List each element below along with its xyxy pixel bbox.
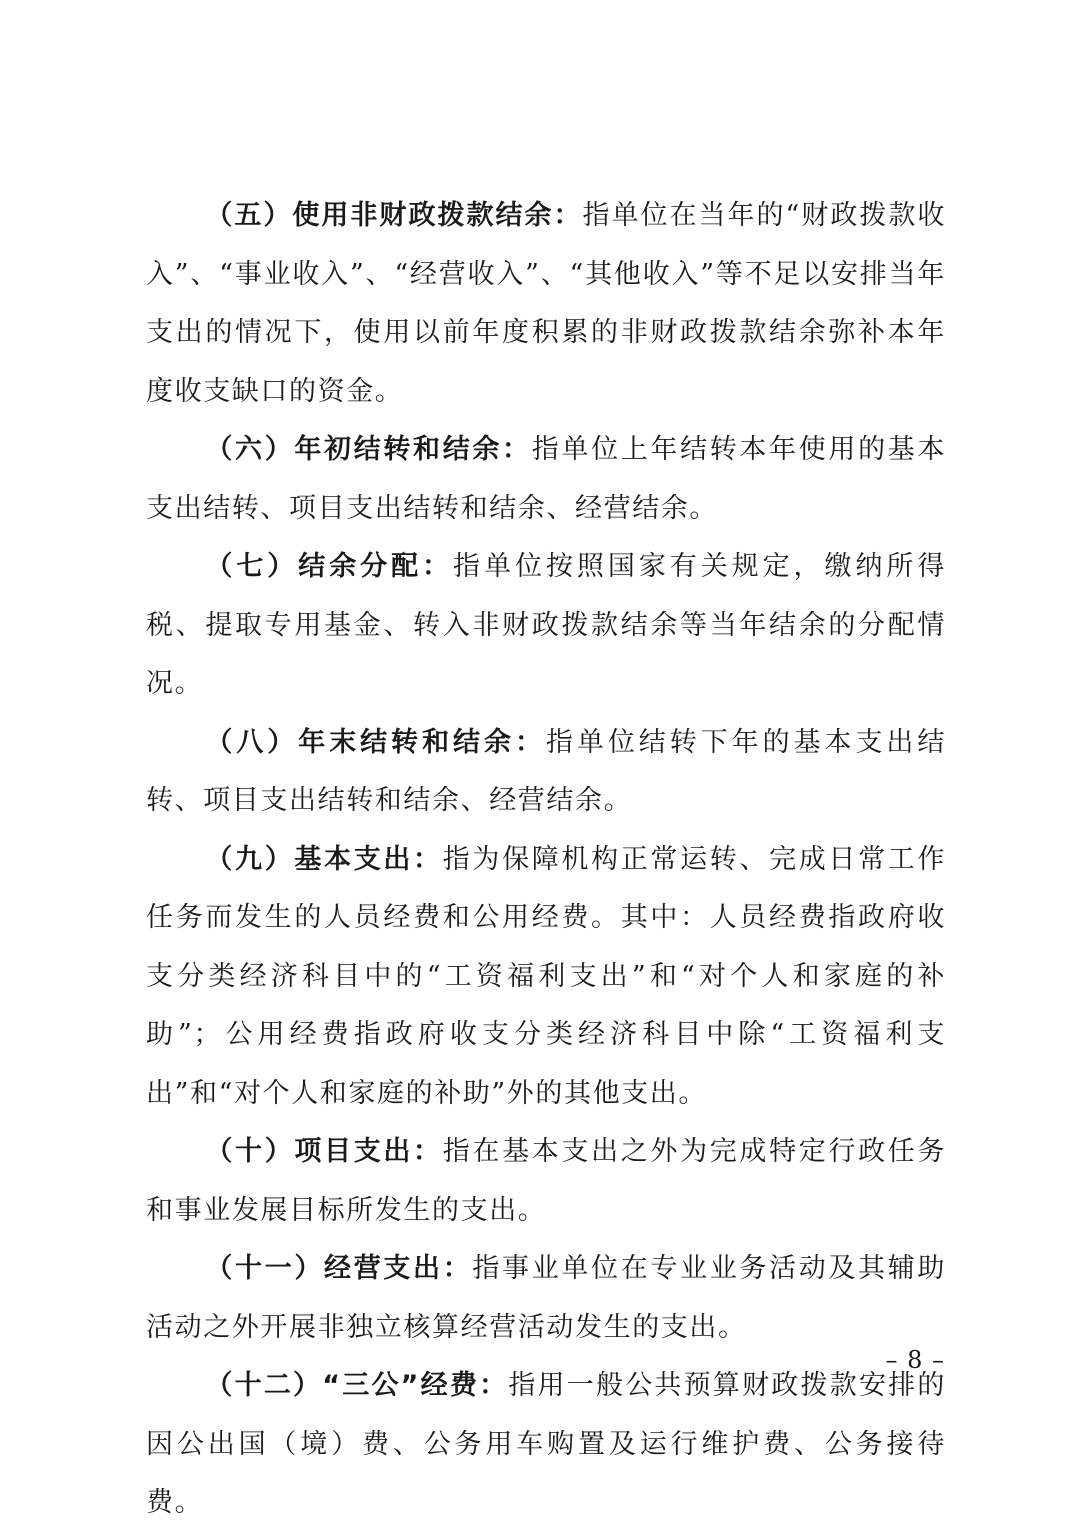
term-heading: （十二）“三公”经费： [205, 1370, 509, 1401]
paragraph-surplus-distribution [146, 538, 946, 714]
term-definition: 指单位在当年的“财政拨款收入”、“事业收入”、“经营收入”、“其他收入”等不足以安排当年支出的情况下，使用以前年度积累的非财政拨款结余弥补本年度收支缺口的资金。 [146, 200, 946, 407]
term-definition: 指单位结转下年的基本支出结转、项目支出结转和结余、经营结余。 [146, 726, 946, 816]
paragraph-operating-expenditure [146, 1240, 946, 1357]
term-definition: 指为保障机构正常运转、完成日常工作任务而发生的人员经费和公用经费。其中：人员经费指政府收支分类经济科目中的“工资福利支出”和“对个人和家庭的补助”；公用经费指政府收支分类经济科目中除“工资福利支出”和“对个人和家庭的补助”外的其他支出。 [146, 843, 946, 1109]
term-heading: （五）使用非财政拨款结余： [205, 200, 583, 231]
term-heading: （八）年末结转和结余： [205, 726, 546, 758]
paragraph-three-public-expenses [146, 1357, 946, 1533]
page-number: – 8 – [885, 1346, 945, 1374]
document-body [146, 187, 946, 1533]
term-definition: 指在基本支出之外为完成特定行政任务和事业发展目标所发生的支出。 [146, 1136, 946, 1226]
term-definition: 指用一般公共预算财政拨款安排的因公出国（境）费、公务用车购置及运行维护费、公务接待费。 [146, 1370, 947, 1518]
term-definition: 指事业单位在专业业务活动及其辅助活动之外开展非独立核算经营活动发生的支出。 [146, 1253, 946, 1343]
term-definition: 指单位按照国家有关规定，缴纳所得税、提取专用基金、转入非财政拨款结余等当年结余的分配情况。 [146, 551, 946, 699]
paragraph-use-non-fiscal-surplus [146, 187, 946, 421]
term-definition: 指单位上年结转本年使用的基本支出结转、项目支出结转和结余、经营结余。 [146, 434, 946, 524]
term-heading: （六）年初结转和结余： [205, 434, 532, 465]
paragraph-closing-carryover [146, 714, 946, 831]
paragraph-project-expenditure [146, 1123, 946, 1240]
term-heading: （九）基本支出： [205, 843, 443, 875]
term-heading: （十一）经营支出： [205, 1253, 473, 1284]
term-heading: （十）项目支出： [205, 1136, 443, 1167]
paragraph-basic-expenditure [146, 831, 946, 1124]
term-heading: （七）结余分配： [205, 551, 454, 582]
paragraph-opening-carryover [146, 421, 946, 538]
